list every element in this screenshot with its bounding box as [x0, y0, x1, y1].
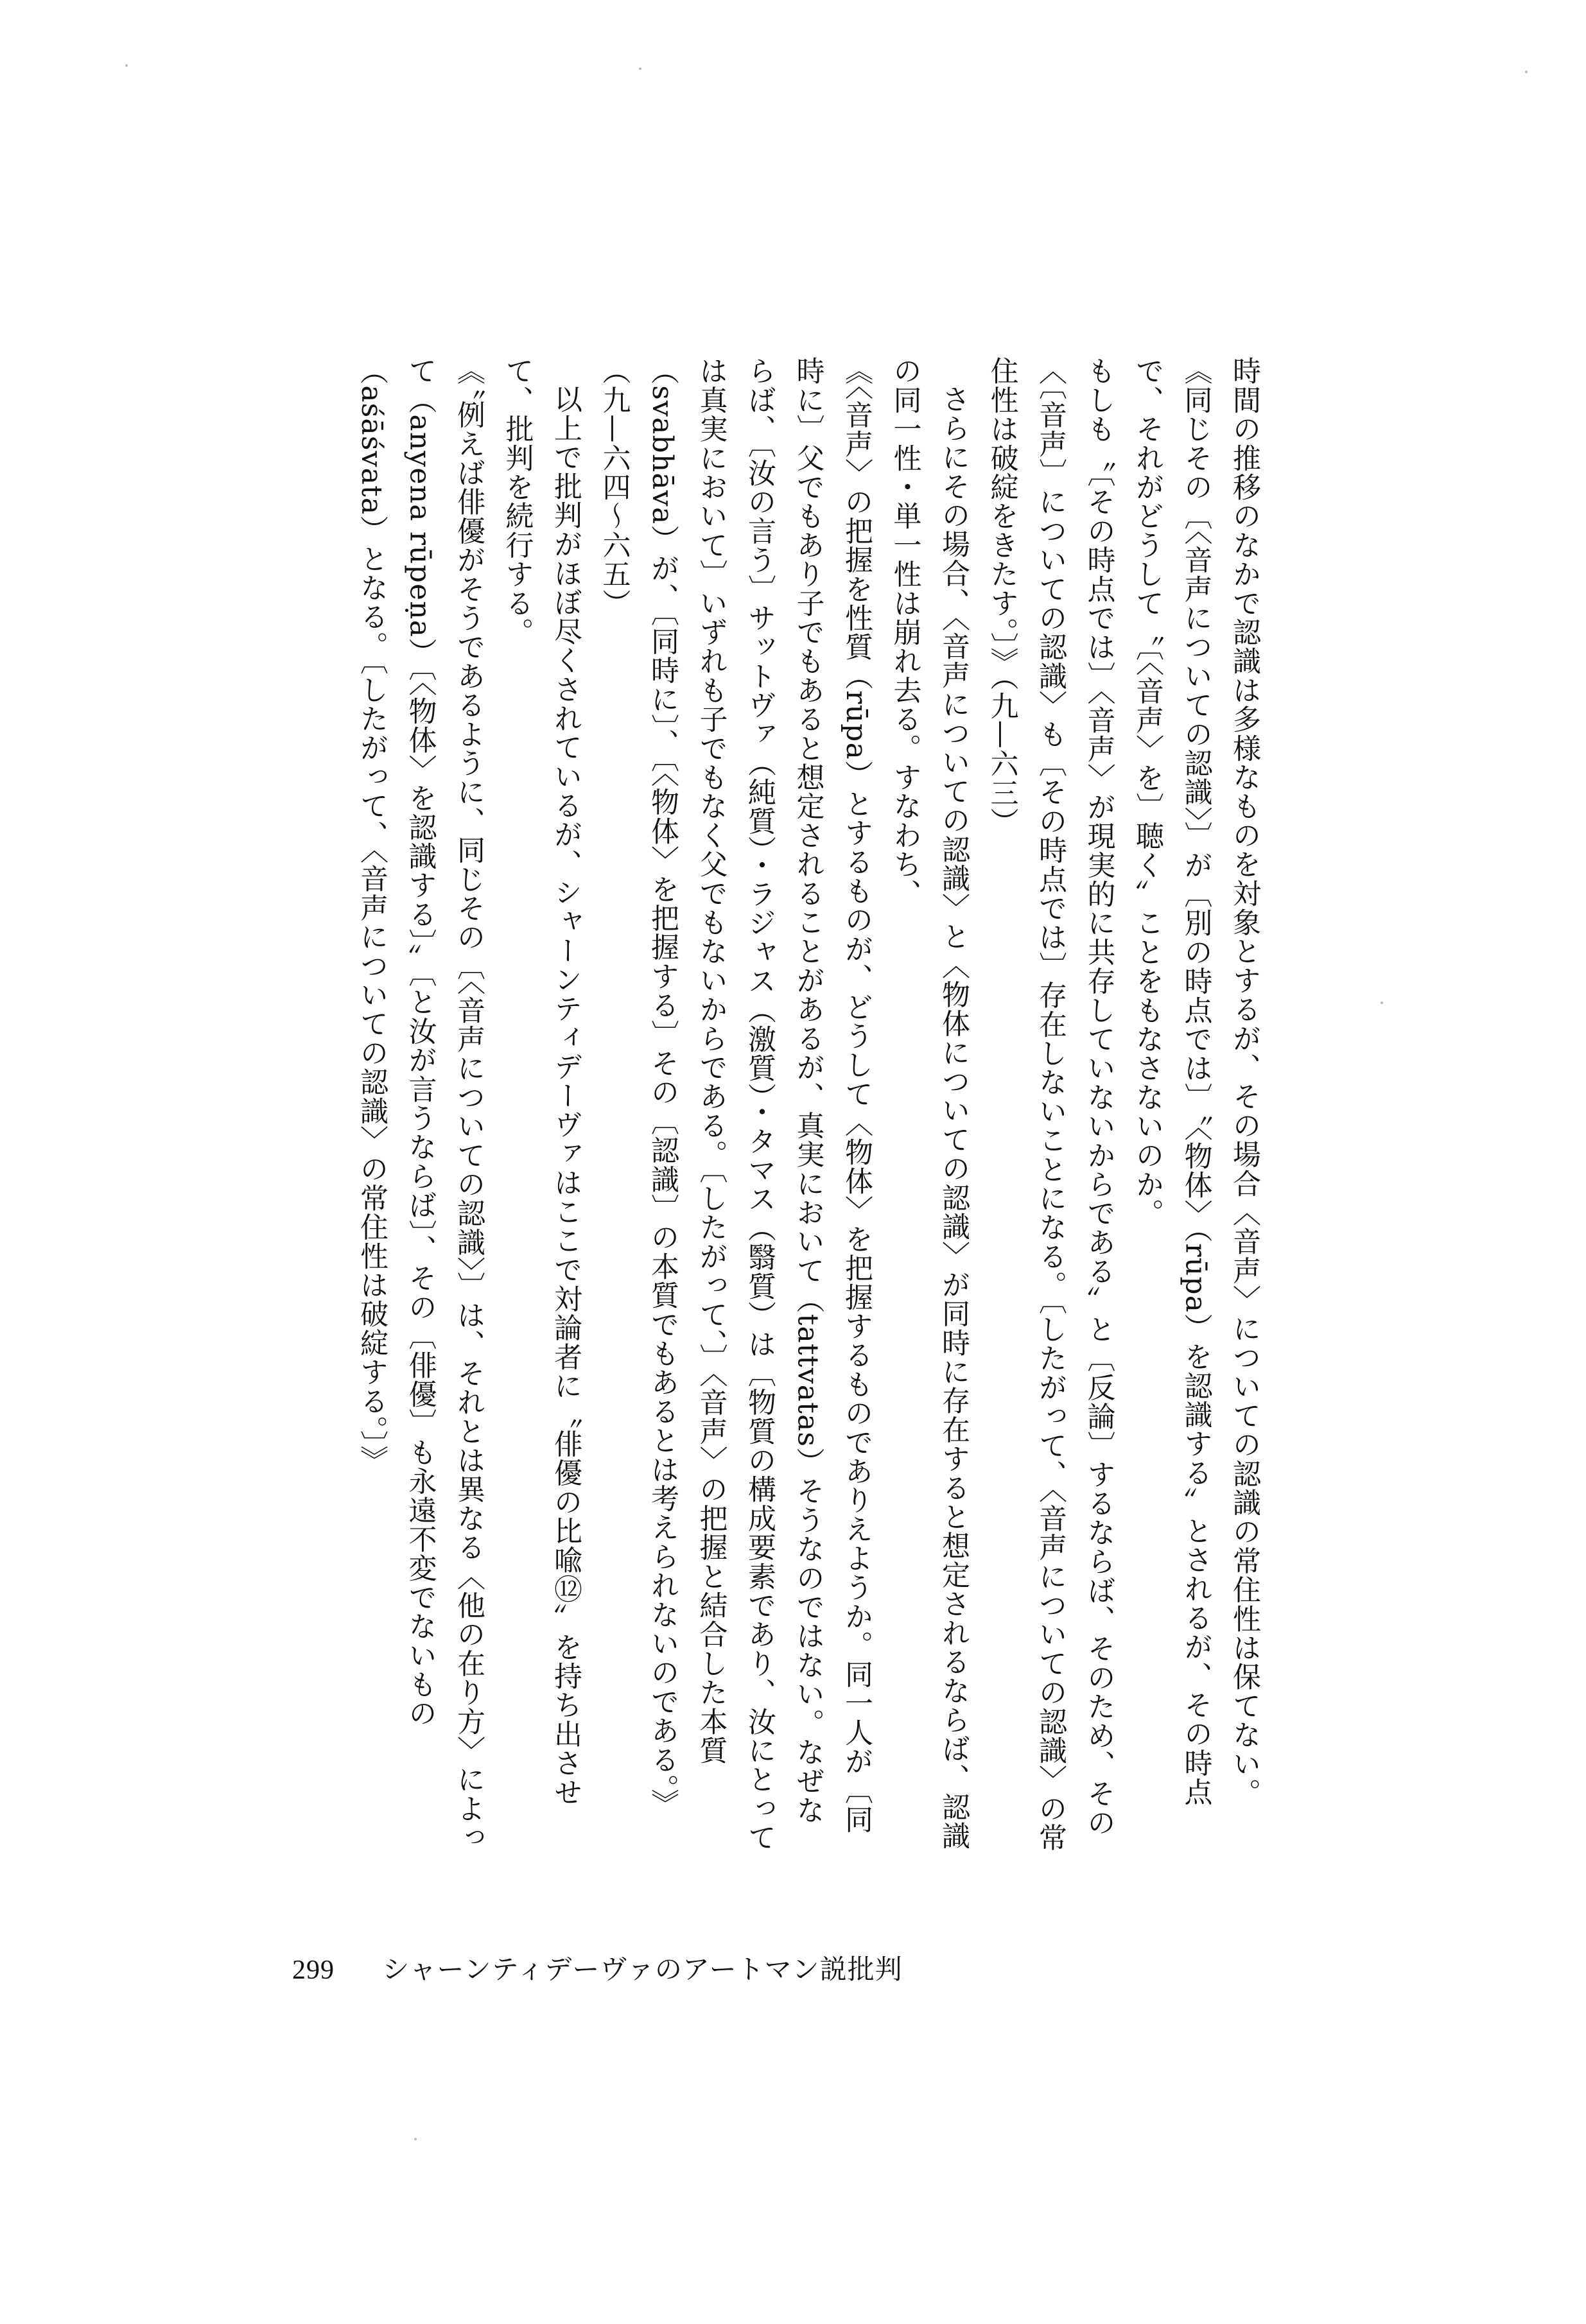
- scan-speck: [414, 2138, 417, 2140]
- paragraph-5: 《〈音声〉の把握を性質（rūpa）とするものが、どうして〈物体〉を把握するものでありえようか。同一人が〔同時に〕父でもあり子でもあると想定されることがあるが、真実において（tattvatas）そうなのではない。なぜならば、〔汝の言う〕サットヴァ（純質）・ラジャス（激質）・タマス（翳質）は〔物質の構成要素であり、汝にとっては真実において〕いずれも子でもなく父でもないからである。〔したがって、〕〈音声〉の把握と結合した本質（svabhāva）が、〔同時に〕、〔〈物体〉を把握する〕その〔認識〕の本質でもあるとは考えられないのである。》（九—六四〜六五）: [597, 356, 873, 1852]
- scan-speck: [125, 64, 128, 67]
- paragraph-3: もしも〝〔その時点では〕〈音声〉が現実的に共存していないからである〟と〔反論〕するならば、そのため、その〈〔音声〕についての認識〉も〔その時点では〕存在しないことになる。〔したがって、〈音声についての認識〉の常住性は破綻をきたす。〕》（九—六三）: [985, 356, 1115, 1852]
- paragraph-2: 《同じその〔〈音声についての認識〉〕が〔別の時点では〕〝〈物体〉（rūpa）を認識する〟とされるが、その時点で、それがどうして〝〔〈音声〉を〕聴く〟ことをもなさないのか。: [1131, 356, 1212, 1807]
- running-title: シャーンティデーヴァのアートマン説批判: [382, 1954, 903, 1985]
- scan-speck: [1525, 71, 1528, 73]
- page-footer: [292, 1948, 903, 1987]
- paragraph-7: 《〝例えば俳優がそうであるように、同じその〔〈音声についての認識〉〕は、それとは異なる〈他の在り方〉によって（anyena rūpeṇa）〔〈物体〉を認識する〕〟〔と汝が言うならば〕、その〔俳優〕も永遠不変でないもの（aśāśvata）となる。〔したがって、〈音声についての認識〉の常住性は破綻する。〕》: [355, 356, 485, 1852]
- scan-speck: [639, 67, 641, 70]
- paragraph-4: さらにその場合、〈音声についての認識〉と〈物体についての認識〉が同時に存在すると想定されるならば、認識の同一性・単一性は崩れ去る。すなわち、: [888, 356, 970, 1851]
- paragraph-6: 以上で批判がほぼ尽くされているが、シャーンティデーヴァはここで対論者に〝俳優の比喩⑫〟を持ち出させて、批判を続行する。: [500, 356, 582, 1807]
- body-text: [263, 356, 1268, 1852]
- scan-speck: [1381, 1002, 1383, 1004]
- page-number: 299: [292, 1955, 335, 1985]
- paragraph-1: 時間の推移のなかで認識は多様なものを対象とするが、その場合〈音声〉についての認識の常住性は保てない。: [1228, 356, 1260, 1807]
